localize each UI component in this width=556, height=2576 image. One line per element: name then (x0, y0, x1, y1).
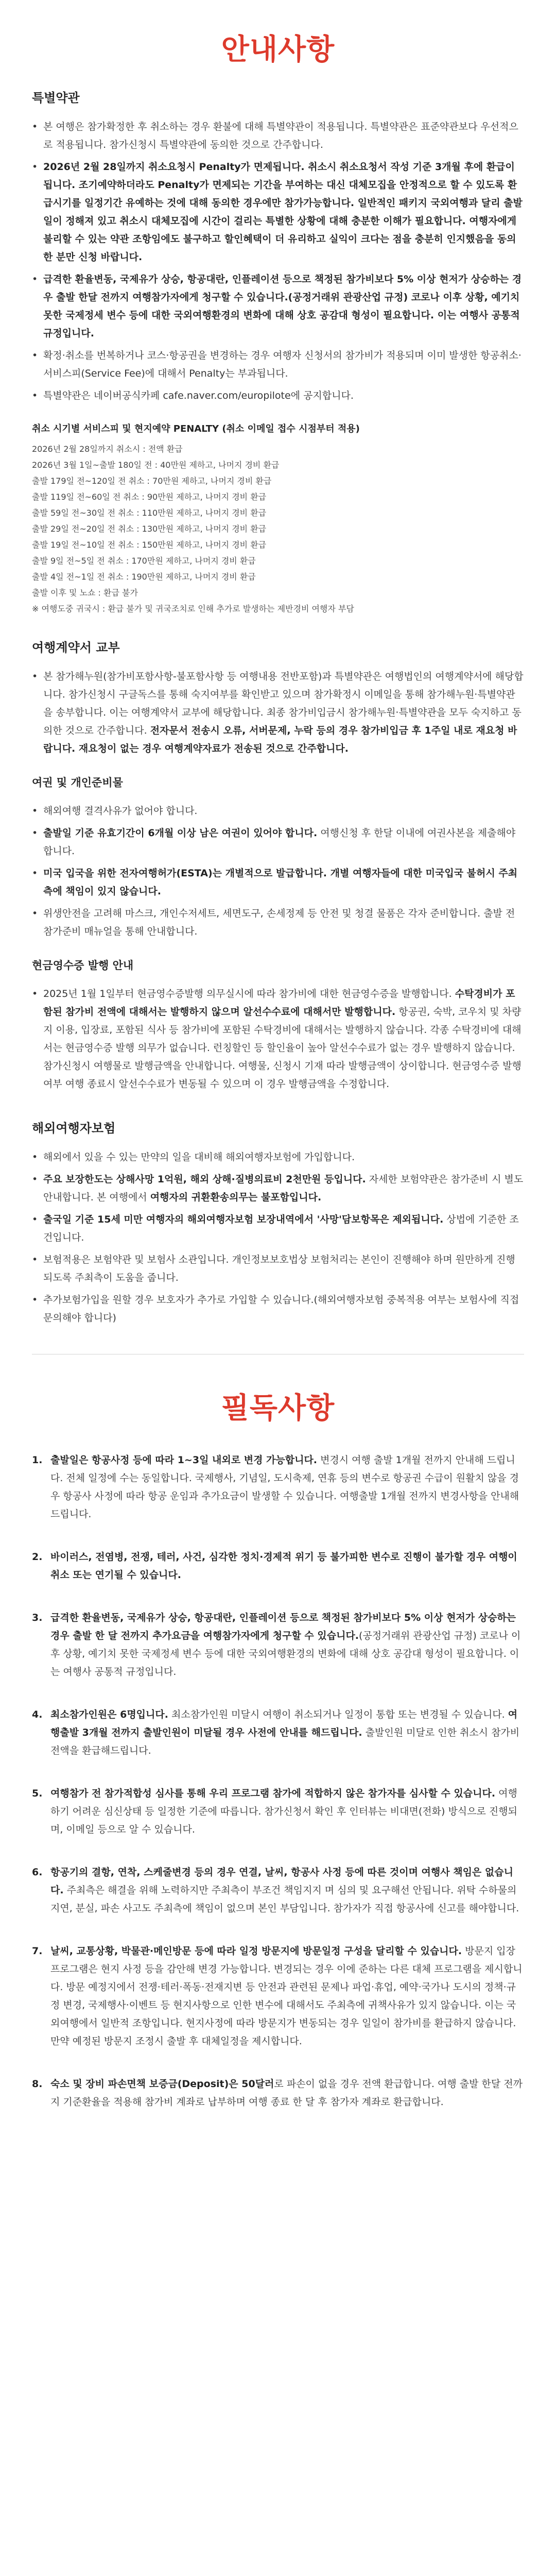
penalty-lines (32, 441, 524, 617)
receipt-list (32, 985, 524, 1093)
notice-number: 7. (32, 1945, 43, 1957)
contract-heading: 여행계약서 교부 (32, 640, 120, 655)
contract-section (32, 637, 524, 758)
penalty-line: 출발 59일 전~30일 전 취소 : 110만원 제하고, 나머지 경비 환급 (32, 508, 267, 518)
travel-insurance-section (32, 1118, 524, 1327)
bullet-item (32, 905, 524, 941)
special-terms-section (32, 88, 524, 405)
notice-item (32, 1609, 524, 1681)
contract-list (32, 668, 524, 758)
notice-number: 3. (32, 1612, 43, 1623)
notice-item (32, 1548, 524, 1584)
penalty-line: ※ 여행도중 귀국시 : 환급 불가 및 귀국조치로 인해 추가로 발생하는 제반경비 여행자 부담 (32, 604, 354, 614)
body-text: 확정·취소를 번복하거나 코스·항공권을 변경하는 경우 여행자 신청서의 참가비가 적용되며 이미 발생한 항공취소·서비스피(Service Fee)에 대해서 Penalty는 부과됩니다. (43, 350, 522, 379)
bullet-item (32, 118, 524, 154)
bullet-item (32, 985, 524, 1093)
body-text: 해외에서 있을 수 있는 만약의 일을 대비해 해외여행자보험에 가입합니다. (43, 1151, 355, 1163)
bold-text: 수탁경비가 포함된 참가비 전액에 대해서는 발행하지 않으며 알선수수료에 대해서만 발행합니다. (43, 988, 515, 1018)
bullet-item (32, 824, 524, 860)
body-text: 자세한 보험약관은 참가준비 시 별도 안내합니다. 본 여행에서 (43, 1174, 524, 1203)
bold-text: 바이러스, 전염병, 전쟁, 테러, 사건, 심각한 정치·경제적 위기 등 불가피한 변수로 진행이 불가할 경우 여행이 취소 또는 연기될 수 있습니다. (50, 1551, 517, 1581)
body-text: 상법에 기준한 조건입니다. (43, 1214, 519, 1243)
passport-heading: 여권 및 개인준비물 (32, 776, 123, 789)
bullet-item (32, 865, 524, 901)
bullet-item (32, 1211, 524, 1247)
special-terms-heading: 특별약관 (32, 91, 80, 105)
notice-text (50, 1706, 524, 1760)
notice-item (32, 1785, 524, 1839)
bullet-item (32, 802, 524, 820)
notice-number: 5. (32, 1788, 43, 1799)
body-text: 특별약관은 네이버공식카페 cafe.naver.com/europilote에 공지합니다. (43, 390, 354, 401)
body-text: 보험적용은 보험약관 및 보험사 소관입니다. 개인정보보호법상 보험처리는 본인이 진행해야 하며 원만하게 진행되도록 주최측이 도움을 줍니다. (43, 1254, 515, 1283)
body-text: 주최측은 해결을 위해 노력하지만 주최측이 부조건 책임지지 며 심의 및 요구해선 안됩니다. 위탁 수하물의 지연, 분실, 파손 사고도 주최측에 책임이 없으며 본인 부담입니다. 참가자가 직접 항공사에 신고를 해야합니다. (50, 1885, 519, 1914)
bold-text: 항공기의 결항, 연착, 스케줄변경 등의 경우 연결, 날씨, 항공사 사정 등에 따른 것이며 여행사 책임은 없습니다. (50, 1867, 513, 1896)
bold-text: 날씨, 교통상황, 박물관·메인방문 등에 따라 일정 방문지에 방문일정 구성을 달리할 수 있습니다. (50, 1945, 462, 1957)
notice-item (32, 1451, 524, 1523)
body-text: 변경시 여행 출발 1개월 전까지 안내해 드립니다. 전체 일정에 수는 동일합니다. 국제행사, 기념일, 도시축제, 연휴 등의 변수로 항공권 수급이 원활치 않을 경우 항공사 사정에 따라 항공 운임과 추가요금이 발생할 수 있습니다. 여행출발 1개월 전까지 변경사항을 안내해 드립니다. (50, 1454, 519, 1520)
bullet-item (32, 1148, 524, 1166)
notice-item (32, 1863, 524, 1918)
body-text: 로 파손이 없을 경우 전액 환급합니다. 여행 출발 한달 전까지 기준환율을 적용해 참가비 계좌로 납부하며 여행 종료 한 달 후 참가자 계좌로 환급합니다. (50, 2078, 523, 2108)
body-text: 여행신청 후 한달 이내에 여권사본을 제출해야 합니다. (43, 827, 516, 857)
notice-number: 4. (32, 1709, 43, 1720)
notice-number: 6. (32, 1867, 43, 1878)
travel-insurance-heading: 해외여행자보험 (32, 1121, 116, 1136)
body-text: 출발인원 미달로 인한 취소시 참가비 전액을 환급해드립니다. (50, 1727, 520, 1756)
notice-number: 2. (32, 1551, 43, 1563)
guide-title: 안내사항 (221, 33, 335, 66)
notice-text (50, 1942, 524, 2050)
bold-text: 출국일 기준 15세 미만 여행자의 해외여행자보험 보장내역에서 '사망'담보항목은 제외됩니다. (43, 1214, 444, 1225)
penalty-line: 출발 4일 전~1일 전 취소 : 190만원 제하고, 나머지 경비 환급 (32, 572, 256, 582)
notice-number: 8. (32, 2078, 43, 2090)
notice-text (50, 1609, 524, 1681)
body-text: 해외여행 결격사유가 없어야 합니다. (43, 805, 198, 817)
body-text: 본 여행은 참가확정한 후 취소하는 경우 환불에 대해 특별약관이 적용됩니다. 특별약관은 표준약관보다 우선적으로 적용됩니다. 참가신청시 특별약관에 동의한 것으로 간주합니다. (43, 121, 518, 150)
notice-item (32, 2075, 524, 2111)
passport-section (32, 774, 524, 941)
bold-text: 여행자의 귀환환송의무는 불포함입니다. (150, 1192, 322, 1203)
notice-list (32, 1451, 524, 2111)
bullet-item (32, 387, 524, 405)
receipt-section (32, 957, 524, 1093)
body-text: 2025년 1월 1일부터 현금영수증발행 의무실시에 따라 참가비에 대한 현금영수증을 발행합니다. (43, 988, 455, 999)
notice-text (50, 1863, 524, 1918)
bold-text: 급격한 환율변동, 국제유가 상승, 항공대란, 인플레이션 등으로 책정된 참가비보다 5% 이상 현저가 상승하는 경우 출발 한달 전까지 여행참가자에게 청구할 수 있습니다.(공정거래위 관광산업 규정) 코로나 이후 상황, 예기치 못한 국제정세 변수 등에 대한 국외여행환경의 변화에 대해 상호 공감대 형성이 필요합니다. 이는 여행사 공통적 규정입니다. (43, 274, 522, 339)
notice-title: 필독사항 (221, 1392, 335, 1425)
bullet-item (32, 1171, 524, 1207)
bullet-item (32, 1251, 524, 1287)
penalty-line: 출발 9일 전~5일 전 취소 : 170만원 제하고, 나머지 경비 환급 (32, 556, 256, 566)
bold-text: 미국 입국을 위한 전자여행허가(ESTA)는 개별적으로 발급합니다. 개별 여행자들에 대한 미국입국 불허시 주최측에 책임이 있지 않습니다. (43, 868, 518, 897)
penalty-line: 출발 이후 및 노쇼 : 환급 불가 (32, 588, 138, 598)
bold-text: 2026년 2월 28일까지 취소요청시 Penalty가 면제됩니다. 취소시 취소요청서 작성 기준 3개월 후에 환급이 됩니다. 조기예약하더라도 Penalty가 면제되는 기간을 부여하는 대신 대체모집을 안정적으로 할 수 있도록 환급시기를 일정기간 유예하는 것에 대해 동의한 경우에만 참가가능합니다. 일반적인 패키지 국외여행과 달리 출발일이 정해져 있고 취소시 대체모집에 시간이 걸리는 특별한 상황에 대해 충분한 이해가 필요합니다. 여행자에게 불리할 수 있는 약관 조항임에도 불구하고 할인혜택이 더 유리하고 실익이 크다는 점을 충분히 인지했음을 동의한 분만 신청 바랍니다. (43, 161, 523, 263)
penalty-line: 출발 19일 전~10일 전 취소 : 150만원 제하고, 나머지 경비 환급 (32, 540, 267, 550)
penalty-section (32, 421, 524, 617)
receipt-heading: 현금영수증 발행 안내 (32, 959, 134, 972)
bold-text: 급격한 환율변동, 국제유가 상승, 항공대란, 인플레이션 등으로 책정된 참가비보다 5% 이상 현저가 상승하는 경우 출발 한 달 전까지 추가요금을 여행참가자에게 청구할 수 있습니다. (50, 1612, 516, 1641)
penalty-line: 2026년 2월 28일까지 취소시 : 전액 환급 (32, 444, 183, 454)
bold-text: 최소참가인원은 6명입니다. (50, 1709, 168, 1720)
notice-text (50, 1548, 524, 1584)
body-text: 본 참가해누원(참가비포함사항-불포함사항 등 여행내용 전반포함)과 특별약관은 여행법인의 여행계약서에 해당합니다. 참가신청시 구글독스를 통해 숙지여부를 확인받고 있으며 참가확정시 이메일을 통해 참가해누원·특별약관을 송부합니다. 이는 여행계약서 교부에 해당합니다. 최종 참가비입금시 참가해누원·특별약관을 모두 숙지하고 동의한 것으로 간주합니다. (43, 671, 524, 736)
bold-text: 여행참가 전 참가적합성 심사를 통해 우리 프로그램 참가에 적합하지 않은 참가자를 심사할 수 있습니다. (50, 1788, 496, 1799)
penalty-line: 출발 119일 전~60일 전 취소 : 90만원 제하고, 나머지 경비 환급 (32, 492, 267, 502)
bold-text: 숙소 및 장비 파손면책 보증금(Deposit)은 50달러 (50, 2078, 274, 2090)
bullet-item (32, 668, 524, 758)
notice-number: 1. (32, 1454, 43, 1466)
penalty-line: 출발 179일 전~120일 전 취소 : 70만원 제하고, 나머지 경비 환급 (32, 476, 272, 486)
bold-text: 출발일 기준 유효기간이 6개월 이상 남은 여권이 있어야 합니다. (43, 827, 318, 839)
body-text: 추가보험가입을 원할 경우 보호자가 추가로 가입할 수 있습니다.(해외여행자보험 중복적용 여부는 보험사에 직접 문의해야 합니다) (43, 1294, 519, 1324)
bullet-item (32, 270, 524, 343)
bold-text: 여행출발 3개월 전까지 출발인원이 미달될 경우 사전에 안내를 해드립니다. (50, 1709, 518, 1738)
penalty-heading: 취소 시기별 서비스피 및 현지예약 PENALTY (취소 이메일 접수 시점부터 적용) (32, 423, 360, 434)
special-terms-list (32, 118, 524, 405)
notice-text (50, 1785, 524, 1839)
notice-item (32, 1706, 524, 1760)
body-text: 방문지 입장 프로그램은 현지 사정 등을 감안해 변경 가능합니다. 변경되는 경우 이에 준하는 다른 대체 프로그램을 제시합니다. 방문 예정지에서 전쟁·테러·폭동·전재지변 등 안전과 관련된 문제나 파업·휴업, 예약·국가나 도시의 정책·규정 변경, 국제행사·이벤트 등 현지사항으로 인한 변수에 대해서도 주최측에 귀책사유가 있지 않습니다. 이는 국외여행에서 일반적 조항입니다. 현지사정에 따라 방문지가 변동되는 경우 일일이 참가비를 환급하지 않습니다. 만약 예정된 방문지 조정시 출발 후 대체일정을 제시합니다. (50, 1945, 523, 2047)
penalty-line: 출발 29일 전~20일 전 취소 : 130만원 제하고, 나머지 경비 환급 (32, 524, 267, 534)
passport-list (32, 802, 524, 941)
bullet-item (32, 1291, 524, 1327)
body-text: 항공권, 숙박, 코우치 및 차량지 이용, 입장료, 포함된 식사 등 참가비에 포함된 수탁경비에 대해서는 발행하지 않습니다. 각종 수탁경비에 대해서는 현금영수증 발행 의무가 없습니다. 런칭할인 등 할인율이 높아 알선수수료가 없는 경우 발행하지 않습니다. 참가신청시 여행물로 발행금액을 안내합니다. 여행물, 신청시 기재 따라 발행금액이 상이합니다. 현금영수증 발행 여부 여행 종료시 알선수수료가 변동될 수 있으며 이 경우 발행금액을 수정합니다. (43, 1006, 522, 1090)
body-text: 위생안전을 고려해 마스크, 개인수저세트, 세면도구, 손세정제 등 안전 및 청결 물품은 각자 준비합니다. 출발 전 참가준비 매뉴얼을 통해 안내합니다. (43, 908, 515, 937)
bold-text: 전자문서 전송시 오류, 서버문제, 누락 등의 경우 참가비입금 후 1주일 내로 재요청 바랍니다. 재요청이 없는 경우 여행계약자료가 전송된 것으로 간주합니다. (43, 725, 517, 754)
body-text: (공정거래위 관광산업 규정) 코로나 이후 상황, 예기치 못한 국제정세 변수 등에 대한 국외여행환경의 변화에 대해 상호 공감대 형성이 필요합니다. 이는 여행사 공통적 규정입니다. (50, 1630, 521, 1677)
body-text: 여행하기 어려운 심신상태 등 일정한 기준에 따릅니다. 참가신청서 확인 후 인터뷰는 비대면(전화) 방식으로 진행되며, 이메일 등으로 알 수 있습니다. (50, 1788, 517, 1835)
notice-item (32, 1942, 524, 2050)
travel-insurance-list (32, 1148, 524, 1327)
bullet-item (32, 347, 524, 383)
bullet-item (32, 158, 524, 266)
bold-text: 주요 보장한도는 상해사망 1억원, 해외 상해·질병의료비 2천만원 등입니다. (43, 1174, 366, 1185)
notice-text (50, 1451, 524, 1523)
notice-text (50, 2075, 524, 2111)
penalty-line: 2026년 3월 1일~출발 180일 전 : 40만원 제하고, 나머지 경비 환급 (32, 460, 280, 470)
body-text: 최소참가인원 미달시 여행이 취소되거나 일정이 통합 또는 변경될 수 있습니다. (168, 1709, 508, 1720)
bold-text: 출발일은 항공사정 등에 따라 1~3일 내외로 변경 가능합니다. (50, 1454, 318, 1466)
